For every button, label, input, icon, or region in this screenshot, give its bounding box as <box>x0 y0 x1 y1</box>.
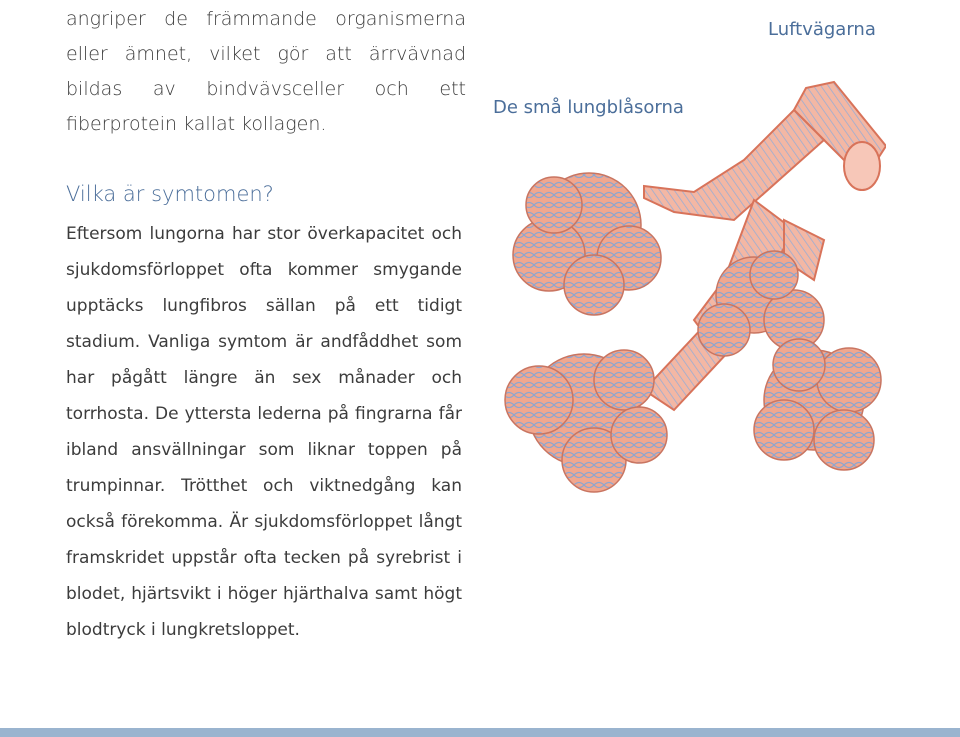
alveoli-cluster-top <box>513 173 661 315</box>
alveoli-cluster-right <box>754 339 881 470</box>
bottom-bar <box>0 728 960 737</box>
section-heading: Vilka är symtomen? <box>66 182 274 206</box>
section-body: Eftersom lungorna har stor överkapacitet och sjukdomsförloppet ofta kommer smygande upptäcks lungfibros sällan på ett tidigt stadium. Vanliga symtom är andfåddhet som har pågått längre än sex månader och torrhosta. De yttersta lederna på fingrarna får ibland ansvällningar som liknar toppen på trumpinnar. Trötthet och viktnedgång kan också förekomma. Är sjukdomsförloppet långt framskridet uppstår ofta tecken på syrebrist i blodet, hjärtsvikt i höger hjärthalva samt högt blodtryck i lungkretsloppet. <box>66 224 462 640</box>
intro-paragraph: angriper de främmande organismerna eller ämnet, vilket gör att ärrvävnad bildas av bindvävsceller och ett fiberprotein kallat kollagen. <box>66 8 466 135</box>
airway-branch-upper <box>644 110 824 220</box>
label-airways: Luftvägarna <box>768 19 876 40</box>
alveoli-cluster-lower <box>505 350 667 492</box>
label-alveoli: De små lungblåsorna <box>493 97 684 118</box>
lung-alveoli-illustration <box>494 80 886 496</box>
